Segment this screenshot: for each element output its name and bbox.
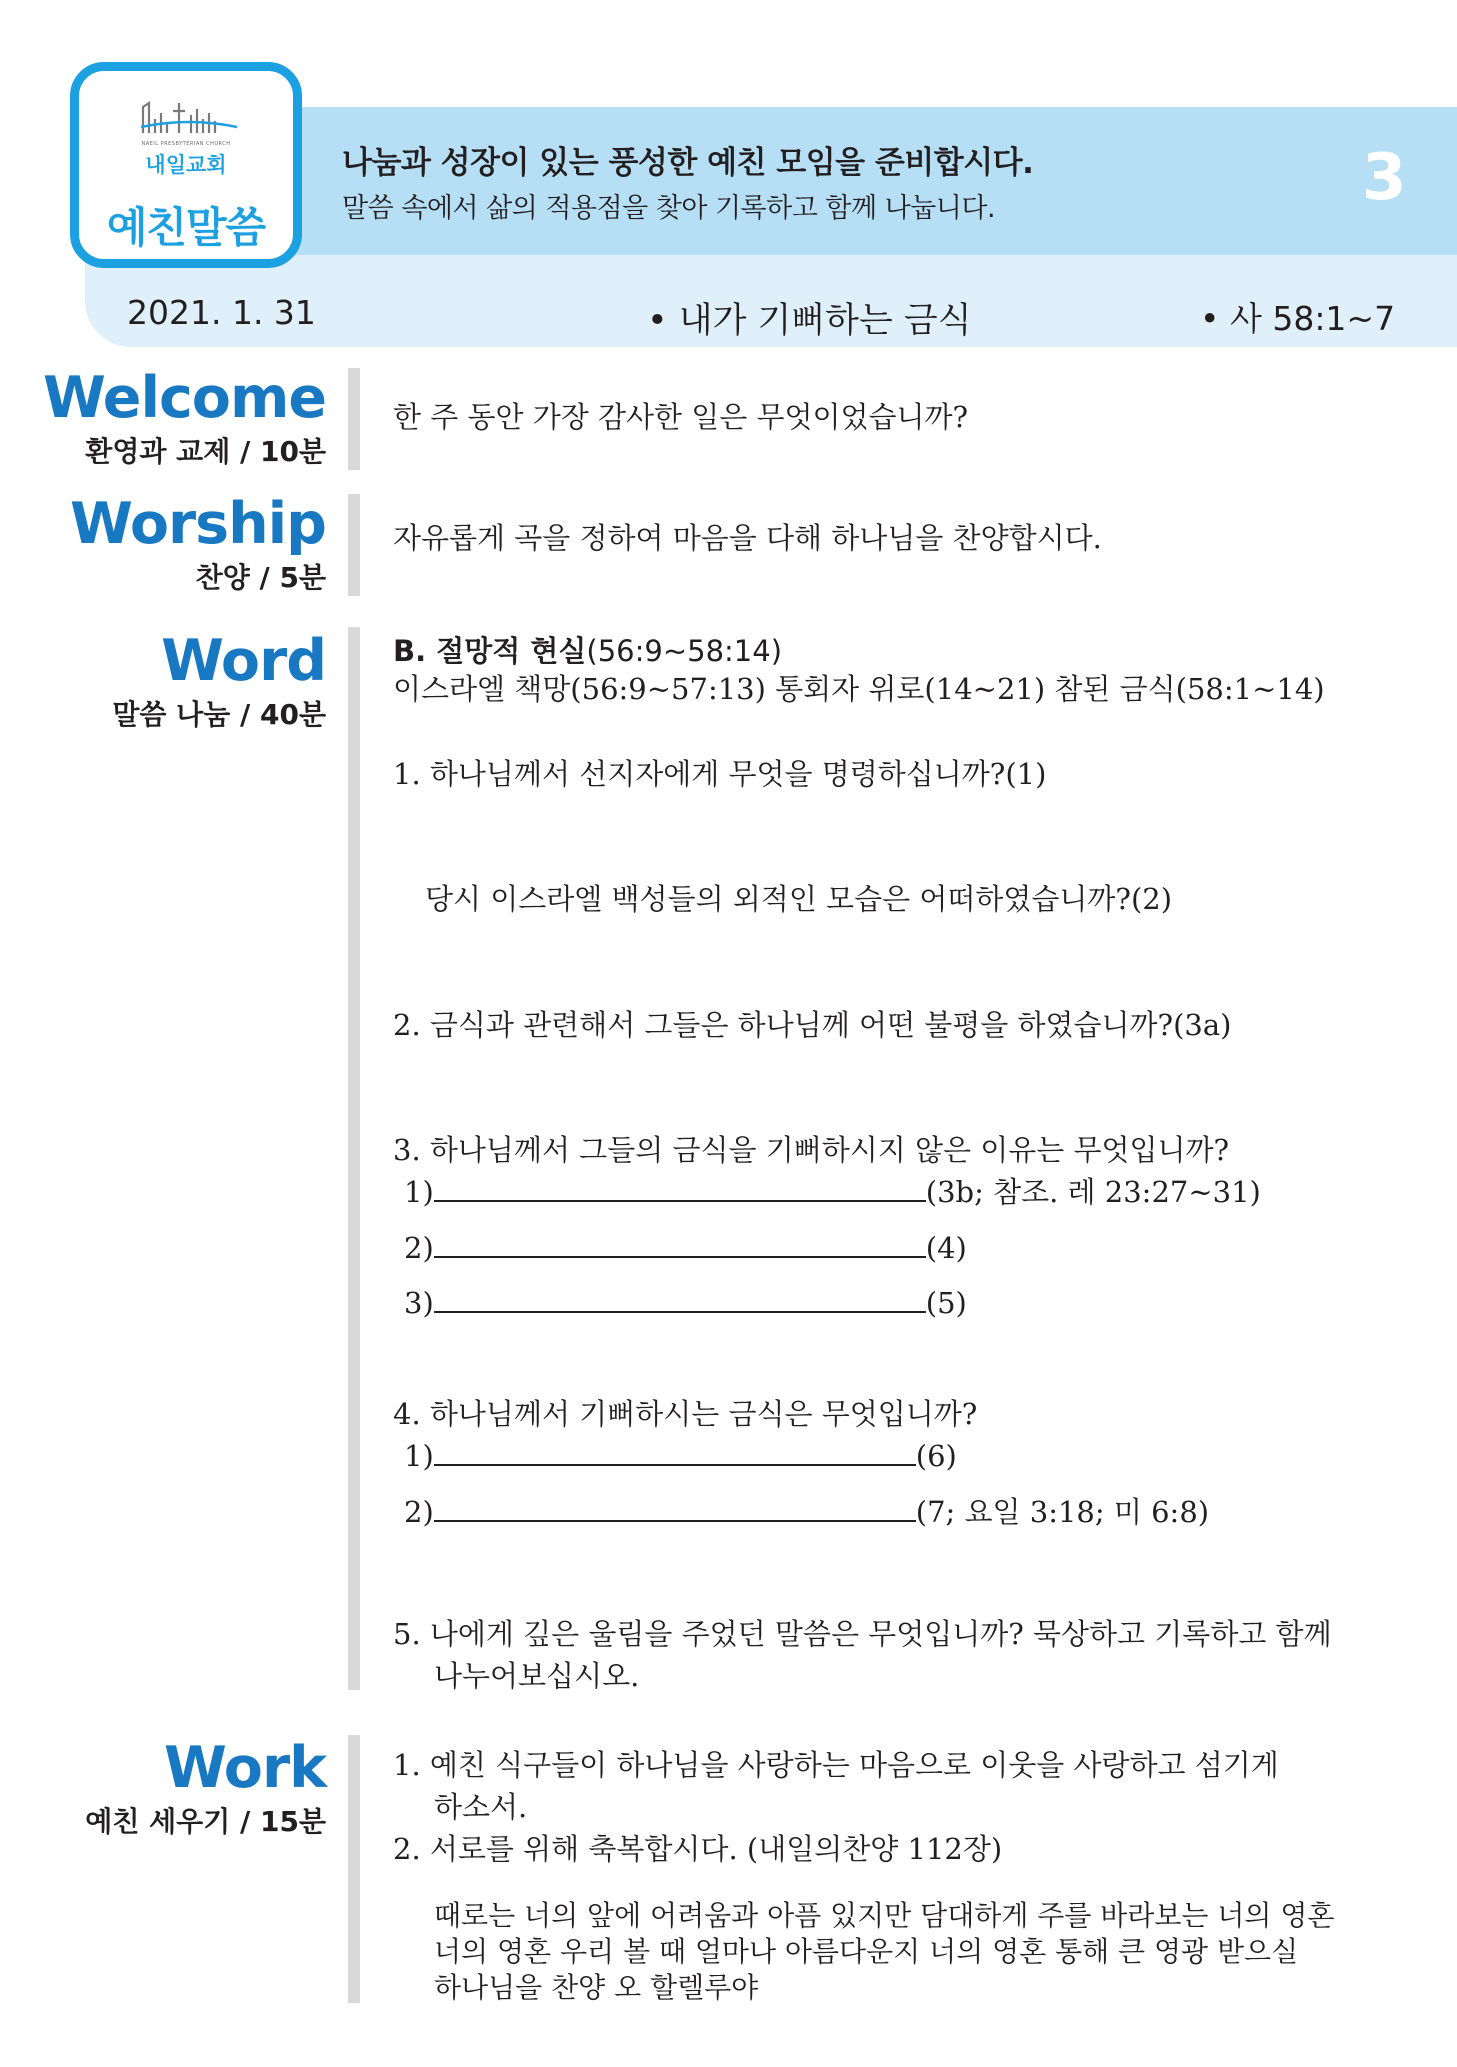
answer-number: 2): [404, 1495, 434, 1529]
question-4: 4. 하나님께서 기뻐하시는 금식은 무엇입니까?: [393, 1397, 978, 1431]
logo-title: 예친말씀: [106, 203, 266, 252]
work-bar: [348, 1735, 360, 2003]
worship-text: 자유롭게 곡을 정하여 마음을 다해 하나님을 찬양합시다.: [393, 521, 1102, 555]
question-2: 2. 금식과 관련해서 그들은 하나님께 어떤 불평을 하였습니까?(3a): [393, 1008, 1232, 1042]
work-item-1-line2: 하소서.: [434, 1790, 528, 1824]
lyrics-line: 때로는 너의 앞에 어려움과 아픔 있지만 담대하게 주를 바라보는 너의 영혼: [434, 1899, 1335, 1932]
logo: [70, 62, 302, 268]
logo-name: 내일교회: [145, 153, 227, 177]
answer-number: 2): [404, 1231, 434, 1265]
date: 2021. 1. 31: [127, 293, 316, 332]
answer-blank[interactable]: [434, 1287, 926, 1313]
scripture-reference: • 사 58:1~7: [1200, 299, 1396, 338]
logo-small-text: NAEIL PRESBYTERIAN CHURCH: [141, 141, 231, 147]
header-subtitle: 말씀 속에서 삶의 적용점을 찾아 기록하고 함께 나눕니다.: [342, 193, 996, 224]
word-outline: 이스라엘 책망(56:9~57:13) 통회자 위로(14~21) 참된 금식(58:1~14): [393, 672, 1325, 706]
answer-ref: (4): [925, 1231, 967, 1265]
answer-blank[interactable]: [434, 1496, 916, 1522]
church-logo-icon: [139, 97, 239, 137]
answer-number: 1): [404, 1439, 434, 1473]
welcome-title: Welcome: [42, 365, 326, 431]
work-sub: 예친 세우기 / 15분: [85, 1805, 326, 1838]
worship-sub: 찬양 / 5분: [195, 561, 326, 594]
welcome-text: 한 주 동안 가장 감사한 일은 무엇이었습니까?: [393, 400, 969, 434]
word-title: Word: [161, 628, 326, 694]
answer-ref: (5): [925, 1286, 967, 1320]
welcome-sub: 환영과 교제 / 10분: [85, 435, 326, 468]
word-bar: [348, 627, 360, 1690]
work-title: Work: [163, 1735, 326, 1801]
question-5-line1: 5. 나에게 깊은 울림을 주었던 말씀은 무엇입니까? 묵상하고 기록하고 함께: [393, 1617, 1332, 1651]
worship-title: Worship: [70, 491, 326, 557]
page-number: 3: [1362, 141, 1407, 215]
answer-ref: (6): [915, 1439, 957, 1473]
answer-line: [404, 1175, 1261, 1210]
word-heading: [393, 634, 782, 669]
answer-blank[interactable]: [434, 1440, 916, 1466]
lyrics-line: 너의 영혼 우리 볼 때 얼마나 아름다운지 너의 영혼 통해 큰 영광 받으실: [434, 1935, 1299, 1968]
worship-bar: [348, 494, 360, 596]
answer-ref: (7; 요일 3:18; 미 6:8): [915, 1495, 1210, 1529]
welcome-bar: [348, 368, 360, 470]
answer-blank[interactable]: [434, 1232, 926, 1258]
question-1b: 당시 이스라엘 백성들의 외적인 모습은 어떠하였습니까?(2): [425, 882, 1173, 916]
answer-number: 1): [404, 1175, 434, 1209]
question-3: 3. 하나님께서 그들의 금식을 기뻐하시지 않은 이유는 무엇입니까?: [393, 1133, 1230, 1167]
answer-line: [404, 1231, 967, 1266]
word-heading-bold: B. 절망적 현실: [393, 634, 587, 668]
answer-line: [404, 1495, 1209, 1530]
question-1: 1. 하나님께서 선지자에게 무엇을 명령하십니까?(1): [393, 757, 1047, 791]
lyrics-line: 하나님을 찬양 오 할렐루야: [434, 1971, 759, 2004]
answer-ref: (3b; 참조. 레 23:27~31): [925, 1175, 1261, 1209]
header-title: 나눔과 성장이 있는 풍성한 예친 모임을 준비합시다.: [342, 145, 1034, 181]
topic: • 내가 기뻐하는 금식: [647, 301, 972, 341]
answer-line: [404, 1439, 957, 1474]
answer-number: 3): [404, 1286, 434, 1320]
question-5-line2: 나누어보십시오.: [434, 1659, 640, 1693]
work-item-1-line1: 1. 예친 식구들이 하나님을 사랑하는 마음으로 이웃을 사랑하고 섬기게: [393, 1748, 1279, 1782]
work-item-2: 2. 서로를 위해 축복합시다. (내일의찬양 112장): [393, 1832, 1003, 1866]
answer-line: [404, 1286, 967, 1321]
answer-blank[interactable]: [434, 1176, 926, 1202]
word-sub: 말씀 나눔 / 40분: [112, 698, 326, 731]
word-heading-range: (56:9~58:14): [586, 634, 783, 668]
